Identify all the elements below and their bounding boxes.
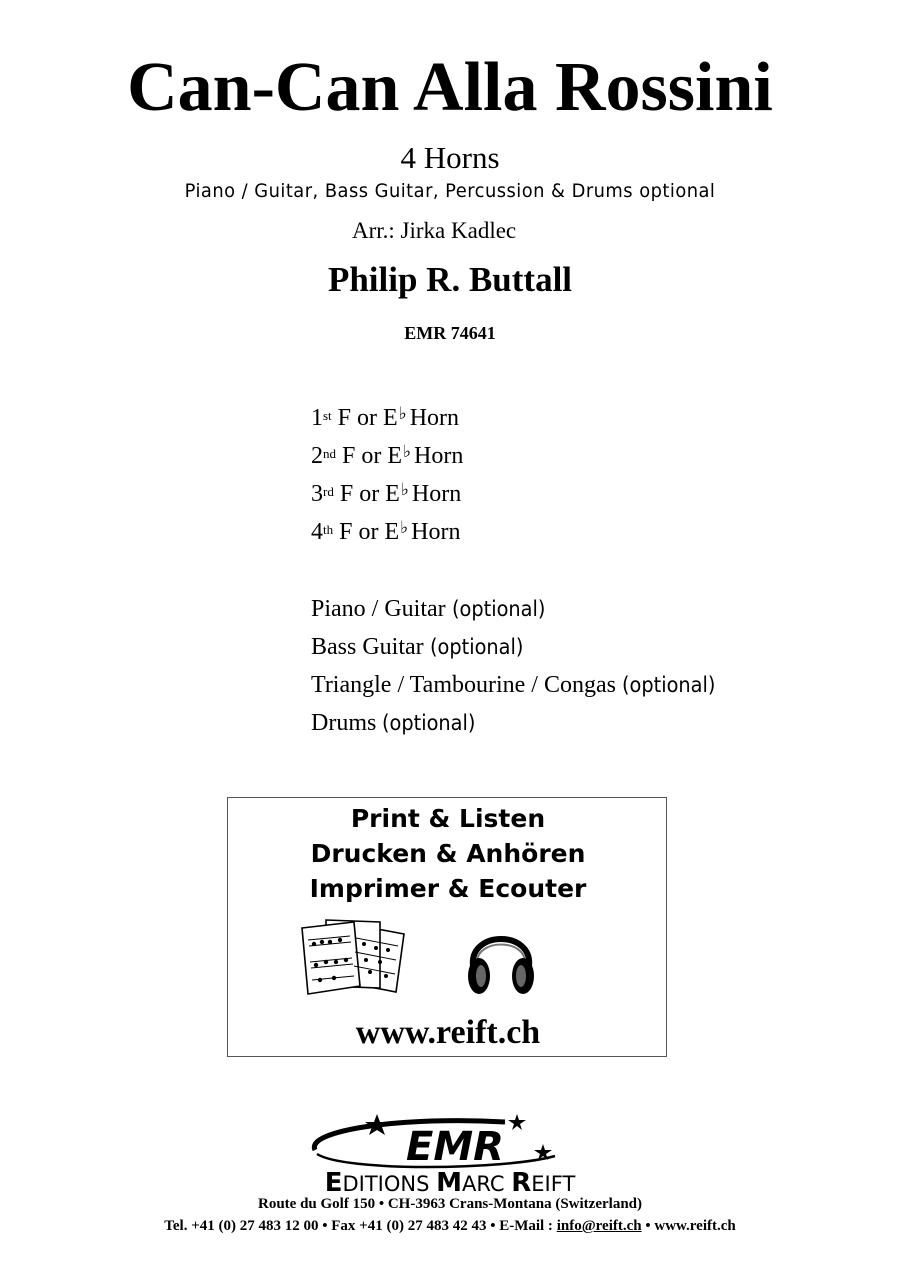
emr-logo (255, 1108, 645, 1198)
print-listen-box (227, 797, 667, 1057)
optional-part: Drums (optional) (311, 710, 476, 736)
horn-part: 4th F or E♭ Horn (311, 518, 461, 545)
publisher-address: Route du Golf 150 • CH-3963 Crans-Montana (Switzerland) (258, 1196, 642, 1212)
optional-part: Bass Guitar (optional) (311, 634, 524, 660)
logo-emr-text: EMR (406, 1124, 504, 1170)
horn-parts-list (311, 399, 463, 551)
headphones-icon (465, 916, 537, 998)
flat-symbol: ♭ (400, 480, 409, 499)
arranger: Arr.: Jirka Kadlec (352, 218, 517, 243)
horn-part: 1st F or E♭ Horn (311, 404, 460, 431)
publisher-contact: Tel. +41 (0) 27 483 12 00 • Fax +41 (0) 27 483 42 43 • E-Mail : info@reift.ch • www.reift.ch (164, 1218, 736, 1234)
page-title: Can-Can Alla Rossini (127, 49, 773, 126)
subtitle: 4 Horns (400, 140, 500, 175)
optional-part: Piano / Guitar (optional) (311, 596, 546, 622)
flat-symbol: ♭ (400, 518, 409, 537)
catalog-number: EMR 74641 (404, 323, 496, 343)
promo-line-1: Print & Listen (350, 804, 546, 833)
promo-line-3: Imprimer & Ecouter (309, 874, 587, 903)
sheet-music-icon (300, 918, 412, 996)
flat-symbol: ♭ (398, 404, 407, 423)
horn-part: 3rd F or E♭ Horn (311, 480, 462, 507)
promo-line-2: Drucken & Anhören (310, 839, 586, 868)
optional-parts-list (311, 590, 723, 742)
email-link[interactable]: info@reift.ch (556, 1218, 642, 1234)
composer: Philip R. Buttall (327, 260, 573, 299)
instrumentation-line: Piano / Guitar, Bass Guitar, Percussion & Drums optional (184, 180, 716, 202)
optional-part: Triangle / Tambourine / Congas (optional) (311, 672, 716, 698)
horn-part: 2nd F or E♭ Horn (311, 442, 464, 469)
publisher-name: EDITIONS MARC REIFT (324, 1168, 576, 1198)
flat-symbol: ♭ (403, 442, 412, 461)
promo-url[interactable]: www.reift.ch (355, 1014, 541, 1051)
